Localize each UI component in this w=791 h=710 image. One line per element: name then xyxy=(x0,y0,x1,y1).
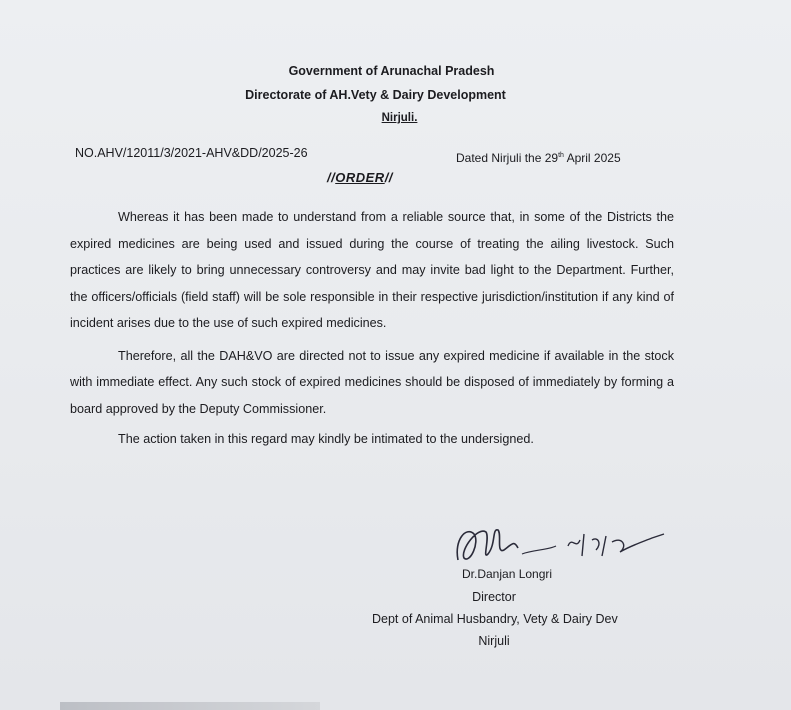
page-bottom-edge xyxy=(60,702,320,710)
signatory-place: Nirjuli xyxy=(478,634,510,648)
header-place: Nirjuli. xyxy=(381,112,418,124)
order-date: Dated Nirjuli the 29th April 2025 xyxy=(456,151,621,165)
paragraph-3: The action taken in this regard may kindly be intimated to the undersigned. xyxy=(118,432,534,446)
order-title: //ORDER// xyxy=(327,170,393,185)
signatory-designation: Director xyxy=(472,590,516,604)
paragraph-1: Whereas it has been made to understand from a reliable source that, in some of the Districts the expired medicines are being used and issued during the course of treating the ailing livestock. Such practices are likely to bring unnecessary controversy and may invite bad light to the Department. Further, the officers/officials (field staff) will be sole responsible in their respective jurisdiction/institution if any kind of incident arises due to the use of such expired medicines. xyxy=(70,210,674,330)
header-government: Government of Arunachal Pradesh xyxy=(288,64,495,78)
paragraph-2: Therefore, all the DAH&VO are directed not to issue any expired medicine if available in the stock with immediate effect. Any such stock of expired medicines should be disposed of immediately by forming a board approved by the Deputy Commissioner. xyxy=(70,348,674,416)
header-directorate: Directorate of AH.Vety & Dairy Development xyxy=(245,88,506,102)
reference-number: NO.AHV/12011/3/2021-AHV&DD/2025-26 xyxy=(75,146,308,160)
signatory-department: Dept of Animal Husbandry, Vety & Dairy Dev xyxy=(372,612,618,626)
signatory-name: Dr.Danjan Longri xyxy=(462,567,553,581)
order-body xyxy=(70,204,674,453)
